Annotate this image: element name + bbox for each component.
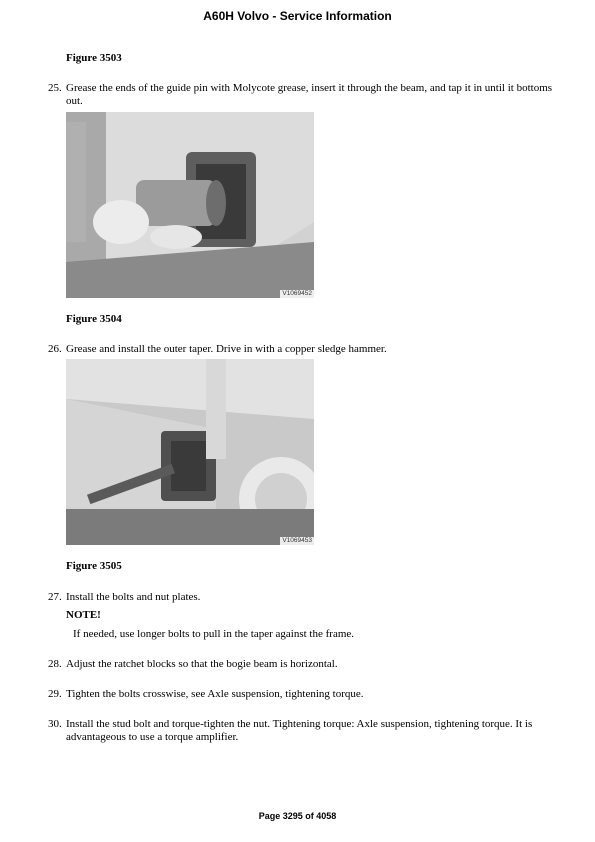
- step-text: Adjust the ratchet blocks so that the bogie beam is horizontal.: [66, 658, 338, 670]
- step-text: Grease and install the outer taper. Drive in with a copper sledge hammer.: [66, 343, 387, 355]
- page-header-title: A60H Volvo - Service Information: [203, 9, 392, 23]
- photo-guide-pin: [66, 112, 314, 298]
- step-text: Tighten the bolts crosswise, see Axle suspension, tightening torque.: [66, 688, 364, 700]
- step-27: [48, 591, 568, 604]
- step-30: [48, 718, 568, 744]
- step-25: [48, 82, 568, 108]
- step-number: 29.: [48, 688, 62, 700]
- step-text: Install the stud bolt and torque-tighten the nut. Tightening torque: Axle suspension, tightening torque. It is advantageous to use a torque amplifier.: [66, 718, 533, 743]
- step-number: 26.: [48, 343, 62, 355]
- photo-id-label: V1069452: [282, 290, 312, 297]
- figure-caption-3503: Figure 3503: [66, 52, 122, 64]
- note-label: NOTE!: [66, 609, 101, 621]
- photo-outer-taper-illustration: [66, 359, 314, 545]
- figure-caption-3504: Figure 3504: [66, 313, 122, 325]
- step-28: [48, 658, 568, 671]
- step-number: 28.: [48, 658, 62, 670]
- step-number: 30.: [48, 718, 62, 730]
- photo-id-label: V1069453: [282, 537, 312, 544]
- note-text: If needed, use longer bolts to pull in the taper against the frame.: [73, 628, 355, 640]
- step-text: Install the bolts and nut plates.: [66, 591, 201, 603]
- step-number: 25.: [48, 82, 62, 94]
- photo-outer-taper: [66, 359, 314, 545]
- step-text: Grease the ends of the guide pin with Molycote grease, insert it through the beam, and tap it in until it bottoms out.: [66, 82, 553, 107]
- figure-caption-3505: Figure 3505: [66, 560, 122, 572]
- step-number: 27.: [48, 591, 62, 603]
- step-29: [48, 688, 568, 701]
- page-number-footer: Page 3295 of 4058: [258, 811, 337, 821]
- step-26: [48, 343, 568, 356]
- photo-guide-pin-illustration: [66, 112, 314, 298]
